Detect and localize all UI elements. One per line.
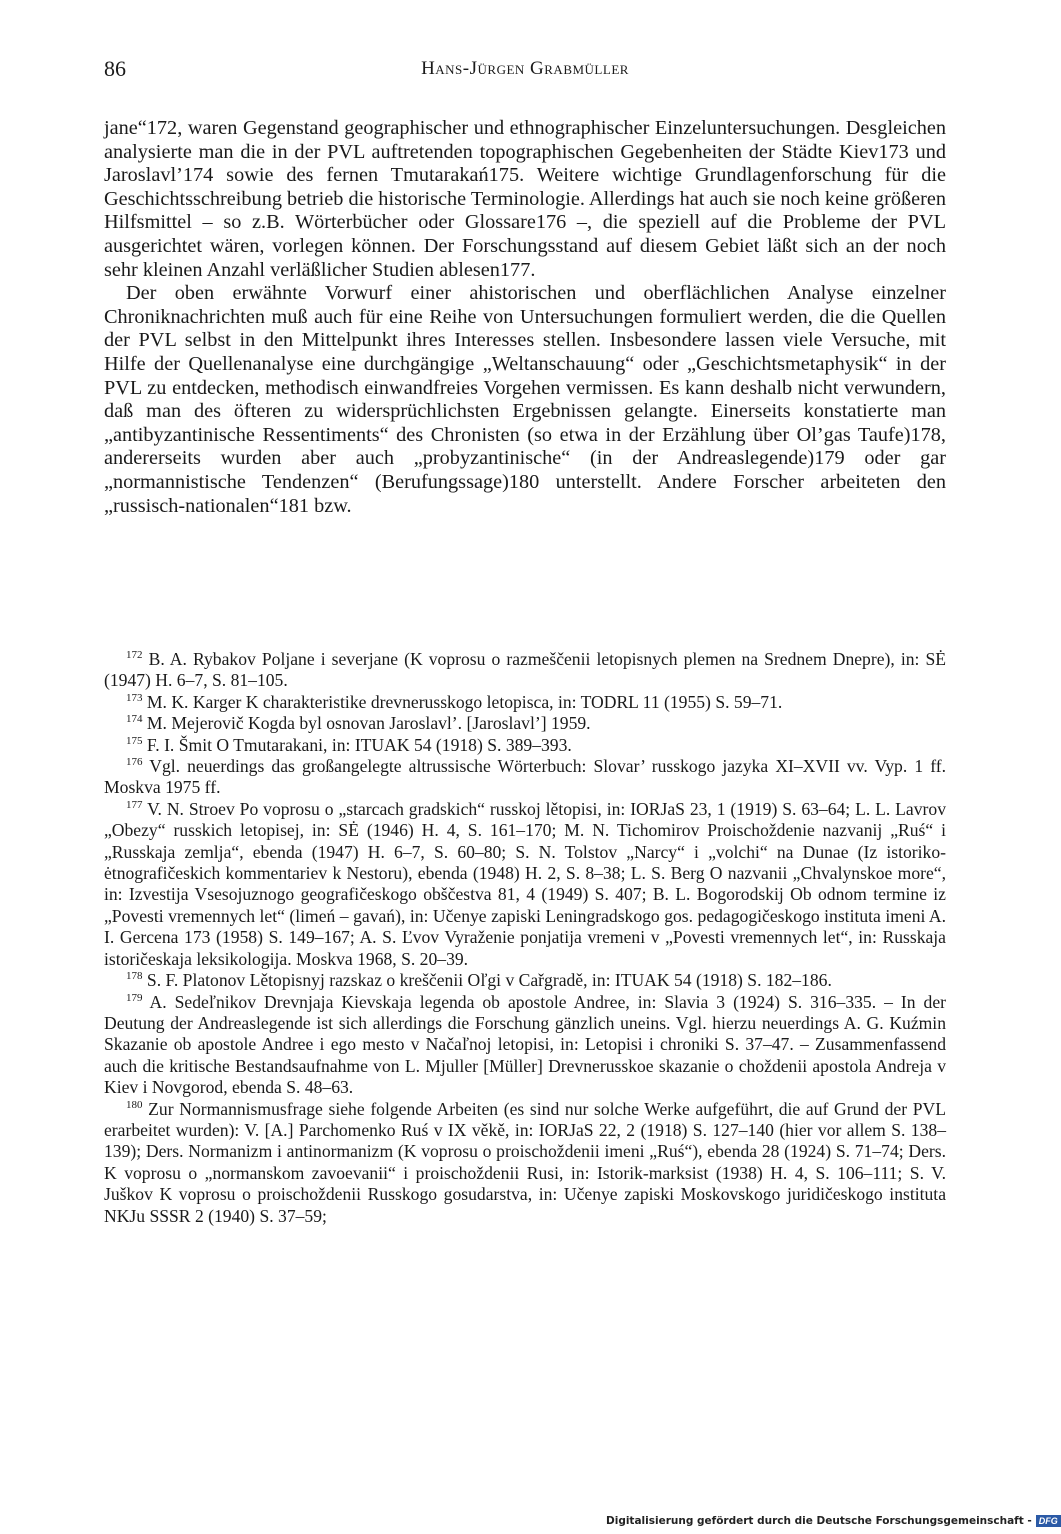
running-head: Hans-Jürgen Grabmüller: [421, 58, 629, 79]
footnote-text: M. Mejerovič Kogda byl osnovan Jaroslavl’. [Jaroslavl’] 1959.: [146, 713, 591, 734]
footnote-number: 174: [126, 713, 143, 726]
footnote-text: M. K. Karger K charakteristike drevnerusskogo letopisca, in: TODRL 11 (1955) S. 59–71.: [146, 691, 783, 712]
footnote: [104, 799, 946, 970]
footnote: [104, 1099, 946, 1227]
digitization-note: Digitalisierung gefördert durch die Deutsche Forschungsgemeinschaft -: [606, 1515, 1032, 1527]
dfg-logo-icon: DFG: [1036, 1515, 1061, 1527]
footnote-number: 180: [126, 1098, 143, 1111]
footnote-number: 179: [126, 991, 143, 1004]
footnote-number: 172: [126, 649, 143, 662]
footnote: [104, 713, 946, 734]
footnote-text: Vgl. neuerdings das großangelegte altrussische Wörterbuch: Slovar’ russkogo jazyka XI–XVII vv. Vyp. 1 ff. Moskva 1975 ff.: [104, 756, 946, 798]
footnote-number: 176: [126, 756, 143, 769]
paragraph: jane“172, waren Gegenstand geographischer und ethnographischer Einzeluntersuchungen. Desgleichen analysierte man die in der PVL auftretenden topographischen Gegebenheiten der Städte Kiev173 und Jaroslavl’174 sowie des fernen Tmutarakań175. Weitere wichtige Grundlagenforschung für die Geschichtsschreibung betrieb die historische Terminologie. Allerdings hat auch sie noch keine größeren Hilfsmittel – so z.B. Wörterbücher oder Glossare176 –, die speziell auf die Probleme der PVL ausgerichtet wären, vorlegen können. Der Forschungsstand auf diesem Gebiet läßt sich an der noch sehr kleinen Anzahl verläßlicher Studien ablesen177.: [104, 117, 946, 281]
footnote: [104, 692, 946, 713]
footnote: [104, 756, 946, 799]
digitization-footer: [606, 1515, 1061, 1527]
footnote-text: V. N. Stroev Po voprosu o „starcach gradskich“ russkoj lětopisi, in: IORJaS 23, 1 (1919) S. 63–64; L. L. Lavrov „Obezy“ russkich letopisej, in: SĖ (1946) H. 4, S. 161–170; M. N. Tichomirov Proischoždenie nazvanij „Ruś“ i „Russkaja zemlja“, ebenda (1947) H. 6–7, S. 60–80; S. N. Tolstov „Narcy“ i „volchi“ na Dunae (Iz istoriko-ėtnografičeskich kommentariev k Nestoru), ebenda (1948) H. 2, S. 8–38; L. S. Berg O nazvanii „Chvalynskoe more“, in: Izvestija Vsesojuznogo geografičeskogo obščestva 81, 4 (1949) S. 407; B. L. Bogorodskij Ob odnom termine iz „Povesti vremennych let“ (limeń – gavań), in: Učenye zapiski Leningradskogo gos. pedagogičeskogo instituta imeni A. I. Gercena 173 (1958) S. 149–167; A. S. Ľvov Vyraženie ponjatija vremeni v „Povesti vremennych let“, in: Russkaja istoričeskaja leksikologija. Moskva 1968, S. 20–39.: [104, 798, 946, 969]
footnote: [104, 970, 946, 991]
footnote: [104, 735, 946, 756]
footnote-number: 178: [126, 970, 143, 983]
footnote-number: 177: [126, 798, 143, 811]
paragraph: Der oben erwähnte Vorwurf einer ahistorischen und oberflächlichen Analyse einzelner Chroniknachrichten muß auch für eine Reihe von Untersuchungen formuliert werden, die die Quellen der PVL selbst in den Mittelpunkt ihres Interesses stellen. Insbesondere lassen viele Versuche, mit Hilfe der Quellenanalyse eine durchgängige „Weltanschauung“ oder „Geschichtsmetaphysik“ in der PVL zu entdecken, methodisch einwandfreies Vorgehen vermissen. Es kann deshalb nicht verwundern, daß man des öfteren zu widersprüchlichsten Ergebnissen gelangte. Einerseits konstatierte man „antibyzantinische Ressentiments“ des Chronisten (so etwa in der Erzählung über Ol’gas Taufe)178, andererseits wurden aber auch „probyzantinische“ (in der Andreaslegende)179 oder gar „normannistische Tendenzen“ (Berufungssage)180 unterstellt. Andere Forscher arbeiteten den „russisch-nationalen“181 bzw.: [104, 282, 946, 517]
body-text: [104, 117, 946, 518]
footnote-number: 173: [126, 691, 143, 704]
footnotes: [104, 649, 946, 1227]
footnote: [104, 992, 946, 1099]
footnote-text: B. A. Rybakov Poljane i severjane (K voprosu o razmeščenii letopisnych plemen na Srednem Dnepre), in: SĖ (1947) H. 6–7, S. 81–105.: [104, 649, 947, 691]
footnote-text: Zur Normannismusfrage siehe folgende Arbeiten (es sind nur solche Werke aufgeführt, die auf Grund der PVL erarbeitet wurden): V. [A.] Parchomenko Ruś v IX věkě, in: IORJaS 22, 2 (1918) S. 127–140 (hier vor allem S. 138–139); Ders. Normanizm i antinormanizm (K voprosu o proischoždenii imeni „Ruś“), ebenda 28 (1924) S. 71–74; Ders. K voprosu o „normanskom zavoevanii“ i proischoždenii Rusi, in: Istorik-marksist (1938) H. 4, S. 106–111; S. V. Juškov K voprosu o proischoždenii Russkogo gosudarstva, in: Učenye zapiski Moskovskogo juridičeskogo instituta NKJu SSSR 2 (1940) S. 37–59;: [104, 1098, 946, 1226]
footnote-text: S. F. Platonov Lětopisnyj razskaz o kreščenii Oľgi v Cařgradě, in: ITUAK 54 (1918) S. 182–186.: [146, 970, 832, 991]
page-number: 86: [104, 56, 126, 81]
footnote-text: F. I. Šmit O Tmutarakani, in: ITUAK 54 (1918) S. 389–393.: [146, 734, 572, 755]
footnote-text: A. Sedeľnikov Drevnjaja Kievskaja legenda ob apostole Andree, in: Slavia 3 (1924) S. 316–335. – In der Deutung der Andreaslegende ist sich allerdings die Forschung gänzlich uneins. Vgl. hierzu neuerdings A. G. Kuźmin Skazanie ob apostole Andree i ego mesto v Načaľnoj letopisi, in: Letopisi i chroniki S. 37–47. – Zusammenfassend auch die kritische Bestandsaufnahme von L. Mjuller [Müller] Drevnerusskoe skazanie o choždenii apostola Andreja v Kiev i Novgorod, ebenda S. 48–63.: [104, 991, 946, 1098]
footnote: [104, 649, 946, 692]
page-header: [104, 56, 946, 88]
footnote-number: 175: [126, 734, 143, 747]
